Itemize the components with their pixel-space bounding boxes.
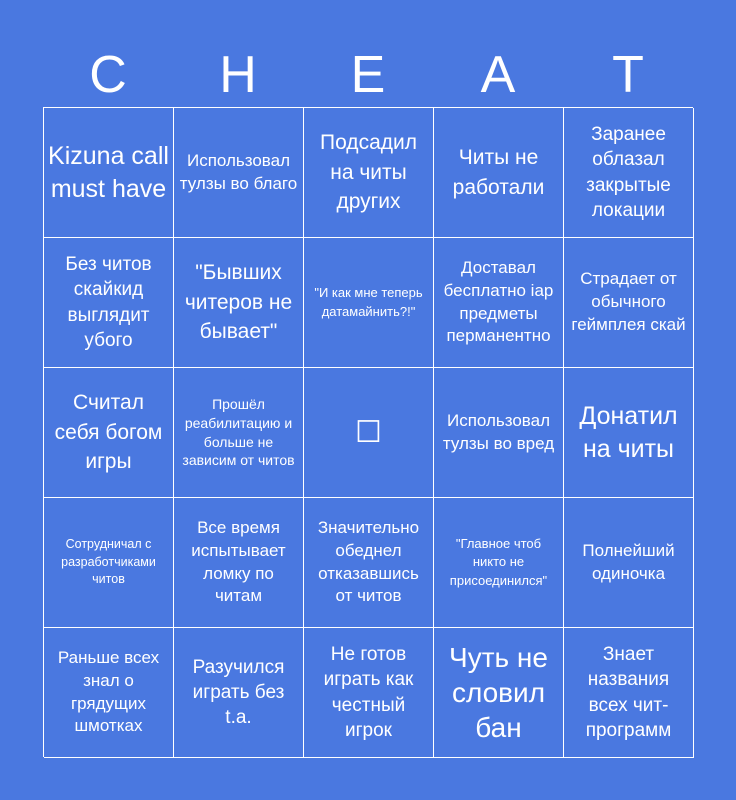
- bingo-cell-r2c1[interactable]: Без читов скайкид выглядит убого: [44, 238, 174, 368]
- bingo-cell-r1c1[interactable]: Kizuna call must have: [44, 108, 174, 238]
- bingo-cell-r2c4[interactable]: Доставал бесплатно iap предметы перманентно: [434, 238, 564, 368]
- bingo-cell-r1c5[interactable]: Заранее облазал закрытые локации: [564, 108, 694, 238]
- free-space-checkbox[interactable]: ☐: [304, 368, 434, 498]
- bingo-cell-r4c2[interactable]: Все время испытывает ломку по читам: [174, 498, 304, 628]
- bingo-cell-r3c4[interactable]: Использовал тулзы во вред: [434, 368, 564, 498]
- bingo-cell-r2c5[interactable]: Страдает от обычного геймплея скай: [564, 238, 694, 368]
- bingo-cell-r1c4[interactable]: Читы не работали: [434, 108, 564, 238]
- bingo-cell-r5c2[interactable]: Разучился играть без t.a.: [174, 628, 304, 758]
- bingo-cell-r1c3[interactable]: Подсадил на читы других: [304, 108, 434, 238]
- bingo-cell-r5c1[interactable]: Раньше всех знал о грядущих шмотках: [44, 628, 174, 758]
- bingo-cell-r3c5[interactable]: Донатил на читы: [564, 368, 694, 498]
- bingo-grid: [43, 107, 693, 757]
- bingo-cell-r3c1[interactable]: Считал себя богом игры: [44, 368, 174, 498]
- header-letter-a: A: [480, 46, 516, 104]
- bingo-cell-r3c2[interactable]: Прошёл реабилитацию и больше не зависим от читов: [174, 368, 304, 498]
- bingo-cell-r4c1[interactable]: Сотрудничал с разработчиками читов: [44, 498, 174, 628]
- bingo-cell-r1c2[interactable]: Использовал тулзы во благо: [174, 108, 304, 238]
- bingo-cell-r2c3[interactable]: "И как мне теперь датамайнить?!": [304, 238, 434, 368]
- header-letter-e: E: [350, 46, 386, 104]
- bingo-cell-r2c2[interactable]: "Бывших читеров не бывает": [174, 238, 304, 368]
- bingo-cell-r5c3[interactable]: Не готов играть как честный игрок: [304, 628, 434, 758]
- bingo-cell-r5c5[interactable]: Знает названия всех чит-программ: [564, 628, 694, 758]
- header-letter-t: T: [612, 46, 644, 104]
- bingo-header: [43, 40, 693, 110]
- header-letter-c: C: [89, 46, 127, 104]
- bingo-cell-r4c4[interactable]: "Главное чтоб никто не присоединился": [434, 498, 564, 628]
- bingo-cell-r4c3[interactable]: Значительно обеднел отказавшись от читов: [304, 498, 434, 628]
- header-letter-h: H: [219, 46, 257, 104]
- bingo-cell-r4c5[interactable]: Полнейший одиночка: [564, 498, 694, 628]
- bingo-cell-r5c4[interactable]: Чуть не словил бан: [434, 628, 564, 758]
